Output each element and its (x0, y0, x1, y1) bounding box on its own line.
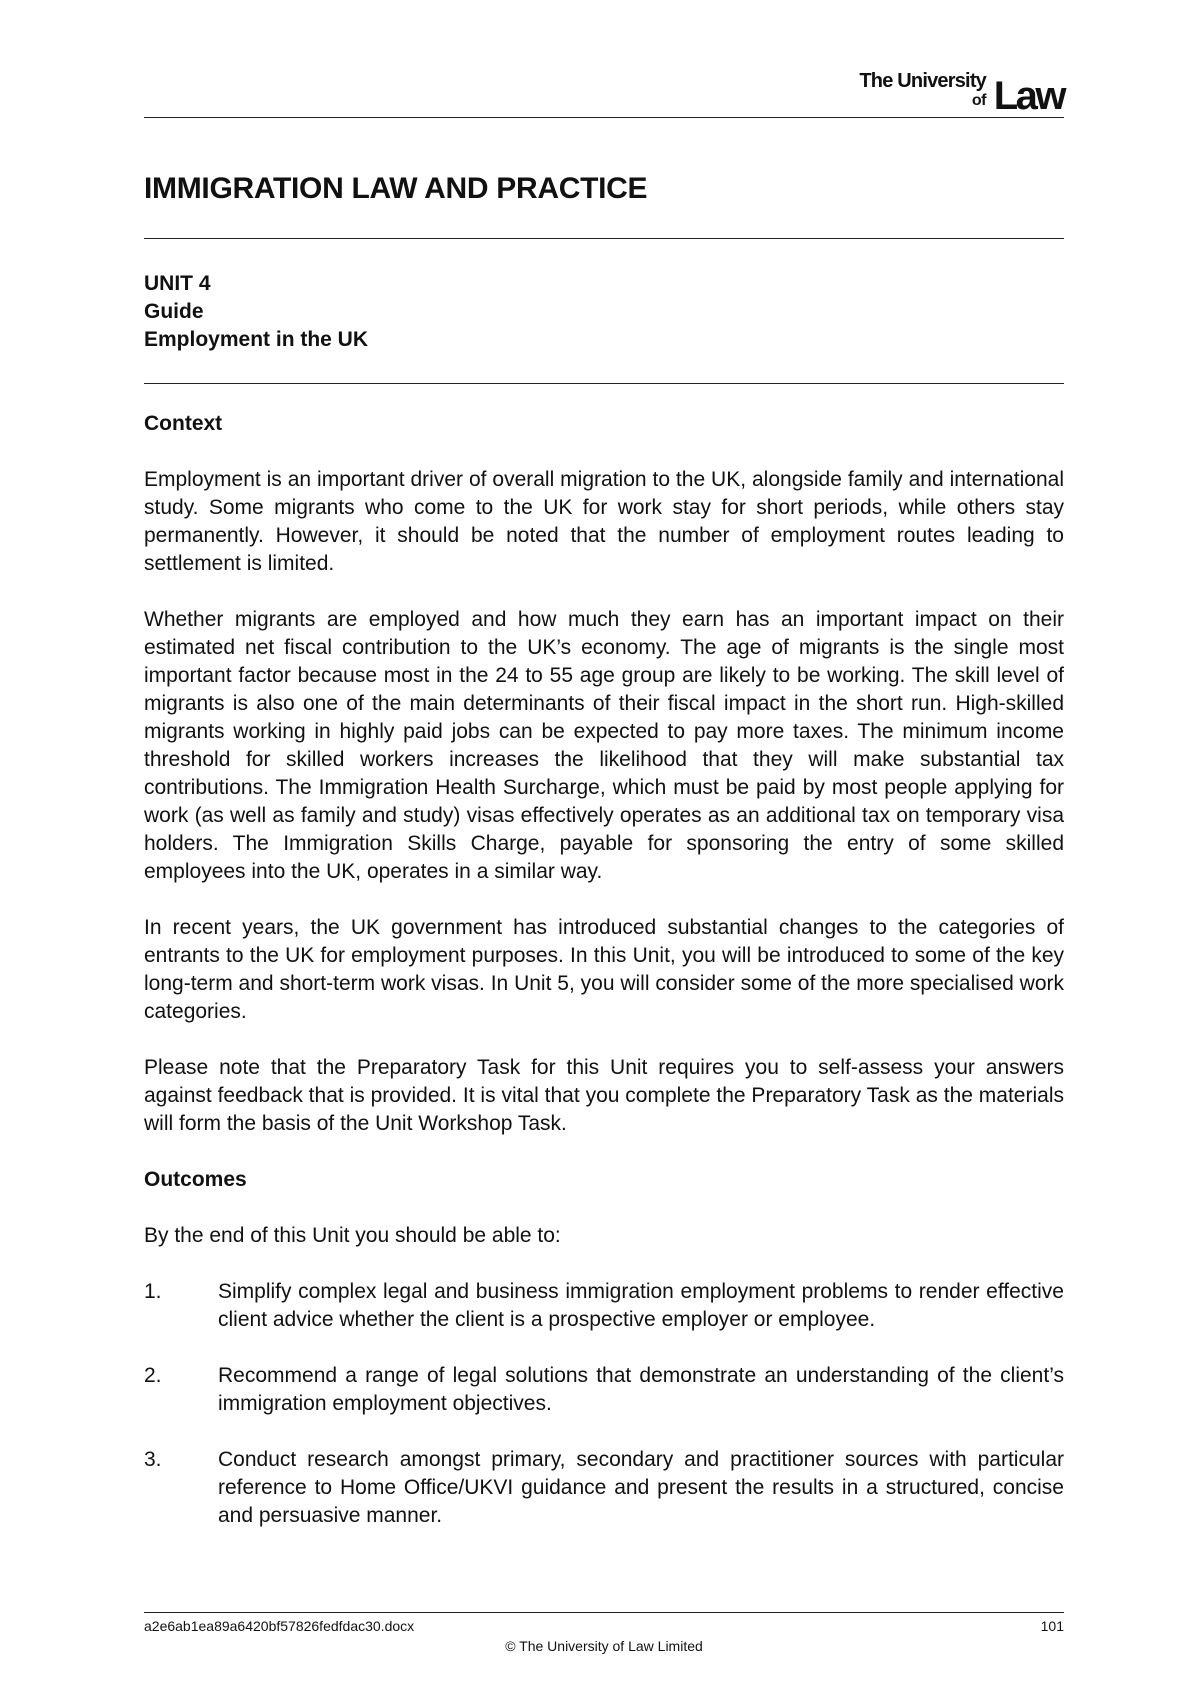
context-paragraph: Please note that the Preparatory Task for this Unit requires you to self-assess your answers against feedback that is provided. It is vital that you complete the Preparatory Task as the materials will form the basis of the Unit Workshop Task. (144, 1056, 1064, 1135)
unit-divider (144, 383, 1064, 384)
logo-text-university: The University (859, 70, 986, 92)
outcome-text: Simplify complex legal and business immigration employment problems to render effective client advice whether the client is a prospective employer or employee. (218, 1280, 1064, 1331)
outcome-item (144, 1446, 1064, 1530)
unit-subject: Employment in the UK (144, 328, 369, 351)
outcomes-intro: By the end of this Unit you should be able to: (144, 1224, 561, 1247)
document-page (144, 0, 1064, 1698)
header-divider (144, 117, 1064, 118)
footer-divider (144, 1612, 1064, 1613)
context-paragraph: Whether migrants are employed and how much they earn has an important impact on their estimated net fiscal contribution to the UK’s economy. The age of migrants is the single most important factor because most in the 24 to 55 age group are likely to be working. The skill level of migrants is also one of the main determinants of their fiscal impact in the short run. High-skilled migrants working in highly paid jobs can be expected to pay more taxes. The minimum income threshold for skilled workers increases the likelihood that they will make substantial tax contributions. The Immigration Health Surcharge, which must be paid by most people applying for work (as well as family and study) visas effectively operates as an additional tax on temporary visa holders. The Immigration Skills Charge, payable for sponsoring the entry of some skilled employees into the UK, operates in a similar way. (144, 608, 1064, 883)
logo-text-law: Law (993, 74, 1064, 118)
context-paragraph: Employment is an important driver of overall migration to the UK, alongside family and international study. Some migrants who come to the UK for work stay for short periods, while others stay permanently. However, it should be noted that the number of employment routes leading to settlement is limited. (144, 468, 1064, 575)
footer-filename: a2e6ab1ea89a6420bf57826fedfdac30.docx (144, 1618, 415, 1634)
outcome-text: Recommend a range of legal solutions that demonstrate an understanding of the client’s immigration employment objectives. (218, 1364, 1064, 1415)
outcome-item (144, 1278, 1064, 1334)
context-paragraph: In recent years, the UK government has introduced substantial changes to the categories of entrants to the UK for employment purposes. In this Unit, you will be introduced to some of the key long-term and short-term work visas. In Unit 5, you will consider some of the more specialised work categories. (144, 916, 1064, 1023)
unit-type: Guide (144, 300, 204, 323)
outcome-number: 3. (144, 1448, 162, 1471)
outcome-number: 1. (144, 1280, 162, 1303)
main-content (144, 410, 1064, 1558)
footer-page-number: 101 (1040, 1618, 1064, 1634)
footer-copyright: © The University of Law Limited (505, 1638, 703, 1654)
title-divider (144, 238, 1064, 239)
outcome-number: 2. (144, 1364, 162, 1387)
unit-number: UNIT 4 (144, 272, 211, 295)
context-heading: Context (144, 412, 223, 435)
university-logo (844, 70, 1064, 118)
unit-heading-block (144, 270, 368, 354)
outcomes-heading: Outcomes (144, 1168, 247, 1191)
document-title: IMMIGRATION LAW AND PRACTICE (144, 172, 648, 205)
outcome-item (144, 1362, 1064, 1418)
outcome-text: Conduct research amongst primary, secondary and practitioner sources with particular reference to Home Office/UKVI guidance and present the results in a structured, concise and persuasive manner. (218, 1448, 1064, 1527)
logo-text-of: of (971, 92, 986, 109)
outcomes-list (144, 1278, 1064, 1530)
